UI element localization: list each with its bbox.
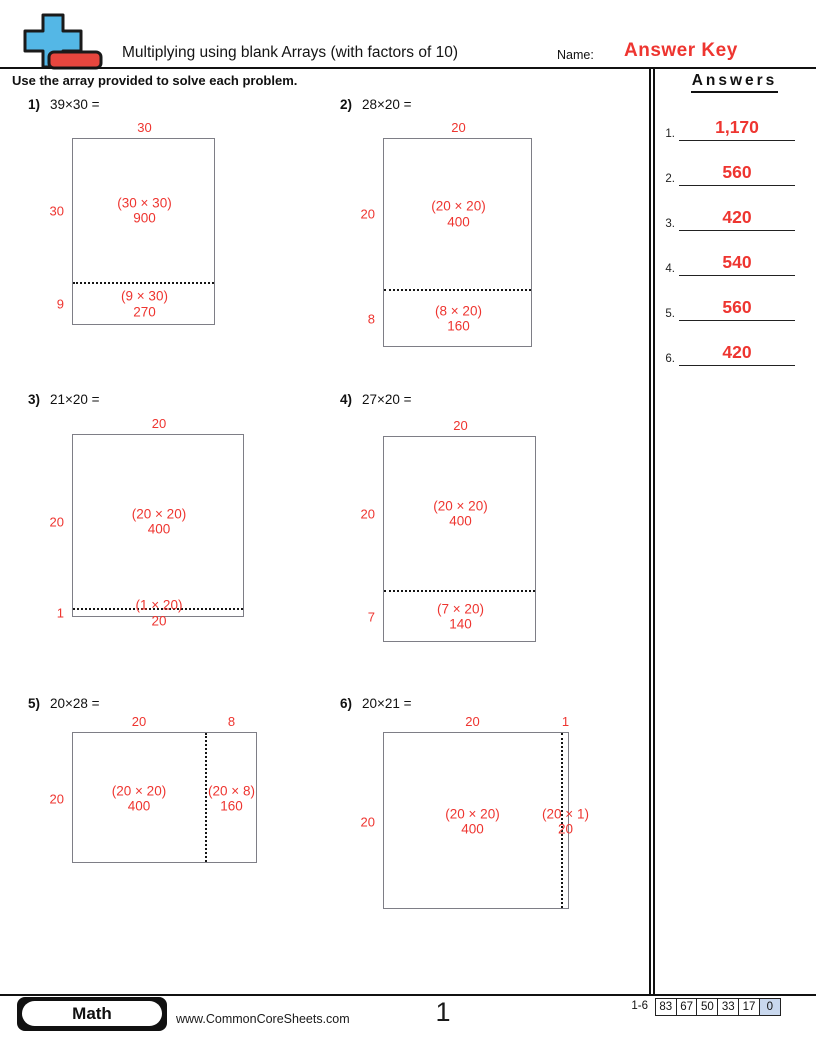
array-cell-product: 160 (220, 798, 243, 814)
array-side-label: 20 (360, 814, 375, 829)
array-side-label: 1 (56, 605, 64, 621)
array-cell-text (433, 498, 487, 529)
array-divider-dashed-line (73, 282, 214, 284)
problem-number: 5) (28, 696, 41, 711)
answer-value: 540 (679, 252, 795, 276)
array-cell-product: 20 (151, 613, 167, 628)
array-top-label: 20 (465, 714, 480, 729)
answer-number: 3. (665, 218, 675, 230)
problem-number: 2) (340, 97, 353, 112)
answers-title: Answers (691, 72, 779, 93)
array-top-label: 20 (453, 418, 468, 433)
array-cell-formula: (20 × 20) (433, 498, 488, 513)
instruction-text: Use the array provided to solve each problem. (12, 73, 298, 88)
array-box (49, 416, 244, 628)
array-side-label: 8 (367, 311, 375, 326)
answer-value: 560 (679, 162, 795, 186)
array-cell-text (117, 195, 171, 226)
array-top-label: 20 (451, 120, 466, 135)
answer-row (653, 111, 816, 141)
score-box: 0 (759, 998, 781, 1016)
page-title: Multiplying using blank Arrays (with factors of 10) (122, 44, 458, 61)
array-top-label: 8 (227, 714, 236, 729)
subject-badge (17, 997, 167, 1031)
array-cell-product: 400 (461, 821, 484, 837)
footer-divider-line (0, 994, 816, 996)
array-cell-product: 400 (447, 214, 470, 229)
array-side-label: 20 (49, 514, 64, 529)
answer-number: 5. (665, 308, 675, 320)
array-cell-product: 400 (127, 798, 151, 814)
array-side-label: 9 (56, 296, 64, 312)
array-divider-dashed-line (384, 590, 535, 592)
array-cell-formula: (20 × 20) (445, 806, 500, 821)
answer-row (653, 336, 816, 366)
array-box (360, 714, 589, 909)
array-cell-text (445, 806, 499, 837)
answer-value: 420 (679, 342, 795, 366)
array-cell-product: 400 (449, 513, 472, 529)
answer-number: 1. (665, 128, 675, 140)
problem-expression: 20×21 = (362, 696, 412, 711)
array-cell-text (435, 303, 482, 334)
array-box (49, 714, 257, 863)
plus-minus-logo-icon (13, 12, 113, 70)
array-side-label: 20 (49, 791, 64, 806)
score-box: 33 (717, 998, 739, 1016)
answer-key-label: Answer Key (624, 40, 738, 61)
array-cell-formula: (20 × 1) (542, 806, 589, 821)
problem-number: 3) (28, 392, 41, 407)
answer-row (653, 201, 816, 231)
problem-header (340, 392, 412, 407)
array-box (360, 418, 536, 642)
array-divider-dashed-line (384, 289, 531, 291)
array-top-label: 20 (131, 714, 147, 729)
score-box: 17 (738, 998, 760, 1016)
problem-number: 4) (340, 392, 353, 407)
array-cell-text (437, 601, 484, 632)
array-cell-product: 400 (147, 521, 171, 537)
array-cell-formula: (20 × 20) (131, 506, 187, 521)
problem-header (340, 97, 412, 112)
array-top-label: 20 (151, 416, 167, 431)
answer-number: 6. (665, 353, 675, 365)
problem-expression: 20×28 = (50, 696, 100, 711)
array-cell-text (121, 289, 168, 320)
score-box: 83 (655, 998, 677, 1016)
array-top-label: 1 (561, 714, 570, 729)
problem-header (28, 392, 100, 407)
problem-expression: 27×20 = (362, 392, 412, 407)
answer-value: 560 (679, 297, 795, 321)
problem-header (28, 97, 100, 112)
answer-number: 2. (665, 173, 675, 185)
answer-value: 420 (679, 207, 795, 231)
score-range-label: 1-6 (631, 1000, 648, 1012)
array-divider-dashed-line (205, 733, 207, 862)
array-cell-formula: (20 × 8) (208, 783, 255, 798)
array-cell-product: 270 (133, 304, 156, 319)
answer-row (653, 246, 816, 276)
array-side-label: 20 (360, 506, 375, 521)
problem-number: 6) (340, 696, 353, 711)
page-number: 1 (435, 997, 451, 1027)
answer-number: 4. (665, 263, 675, 275)
array-box (360, 120, 532, 347)
problem-header (28, 696, 100, 711)
array-cell-formula: (20 × 20) (431, 198, 486, 214)
array-cell-formula: (7 × 20) (437, 601, 484, 616)
array-side-label: 7 (367, 609, 375, 624)
array-cell-formula: (30 × 30) (117, 195, 172, 210)
array-cell-formula: (8 × 20) (435, 303, 482, 318)
score-box: 50 (696, 998, 718, 1016)
array-cell-text (112, 783, 166, 814)
problem-number: 1) (28, 97, 41, 112)
answer-row (653, 291, 816, 321)
array-cell-product: 160 (447, 318, 470, 334)
array-cell-product: 140 (449, 616, 472, 632)
array-cell-text (136, 598, 183, 629)
answer-value: 1,170 (679, 117, 795, 141)
problem-expression: 21×20 = (50, 392, 100, 407)
problem-header (340, 696, 412, 711)
answers-panel (653, 68, 816, 388)
problem-expression: 39×30 = (50, 97, 100, 112)
answer-row (653, 156, 816, 186)
array-box (49, 120, 215, 325)
array-cell-text (431, 199, 485, 230)
array-top-label: 30 (137, 120, 152, 135)
array-cell-text (208, 783, 255, 814)
array-side-label: 20 (360, 206, 375, 222)
name-label: Name: (557, 48, 594, 62)
subject-badge-label: Math (22, 1001, 162, 1026)
website-text: www.CommonCoreSheets.com (176, 1012, 350, 1026)
score-box: 67 (676, 998, 698, 1016)
array-cell-formula: (20 × 20) (111, 783, 167, 798)
score-boxes (656, 998, 781, 1016)
array-cell-product: 20 (557, 821, 574, 837)
problem-expression: 28×20 = (362, 97, 412, 112)
array-cell-text (542, 806, 589, 837)
array-side-label: 30 (49, 203, 64, 218)
array-cell-text (132, 506, 186, 537)
array-cell-formula: (9 × 30) (121, 288, 168, 304)
array-cell-formula: (1 × 20) (135, 597, 183, 613)
array-cell-product: 900 (133, 210, 156, 226)
